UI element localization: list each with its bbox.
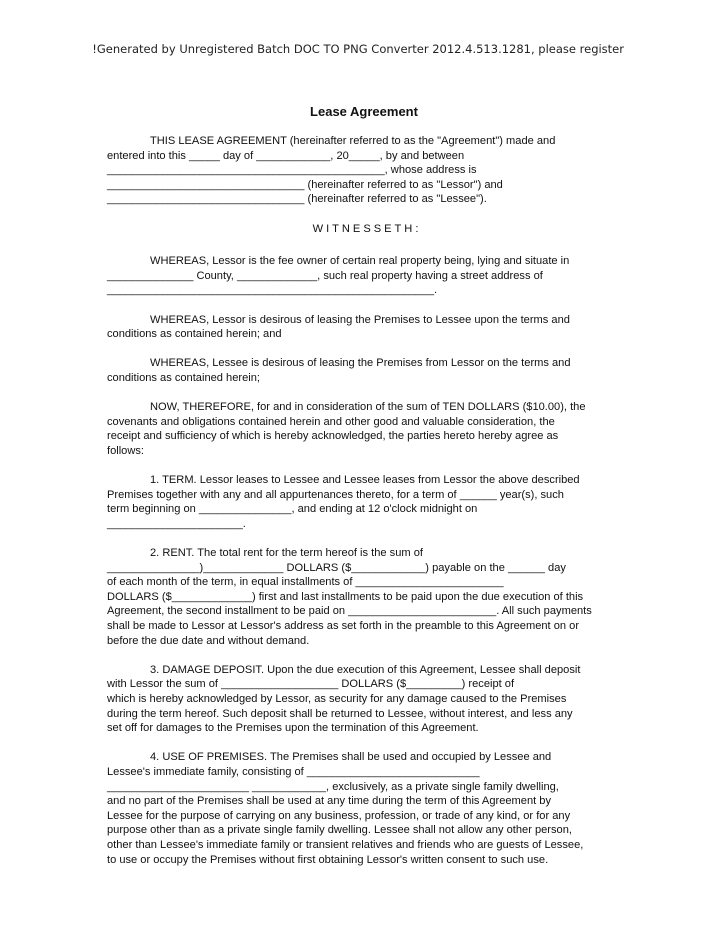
document-title: Lease Agreement — [310, 104, 418, 119]
use-of-premises-clause — [107, 750, 627, 867]
text-line: _____________________________________________, whose address is — [107, 164, 477, 177]
text-line: during the term hereof. Such deposit shall be returned to Lessee, without interest, and less any — [107, 707, 573, 720]
text-line: _____________________________________________________. — [107, 284, 438, 297]
text-line: conditions as contained herein; — [107, 371, 260, 384]
text-line: THIS LEASE AGREEMENT (hereinafter referred to as the "Agreement") made and — [150, 135, 556, 147]
text-line: 4. USE OF PREMISES. The Premises shall be used and occupied by Lessee and — [150, 751, 552, 764]
witnesseth-heading: WITNESSETH: — [312, 222, 422, 235]
text-line: and no part of the Premises shall be used at any time during the term of this Agreement by — [107, 795, 551, 808]
text-line: term beginning on _______________, and ending at 12 o'clock midnight on — [107, 503, 478, 516]
text-line: _______________)_____________ DOLLARS ($____________) payable on the ______ day — [107, 561, 566, 574]
text-line: ______________________. — [107, 517, 246, 530]
text-line: receipt and sufficiency of which is hereby acknowledged, the parties hereto hereby agree as — [107, 430, 559, 443]
text-line: set off for damages to the Premises upon the termination of this Agreement. — [107, 722, 479, 735]
text-line: Agreement, the second installment to be paid on ________________________. All such payments — [107, 605, 592, 618]
text-line: follows: — [107, 444, 144, 457]
text-line: WHEREAS, Lessor is the fee owner of certain real property being, lying and situate in — [150, 255, 570, 268]
text-line: shall be made to Lessor at Lessor's address as set forth in the preamble to this Agreement on or — [107, 620, 580, 632]
text-line: 2. RENT. The total rent for the term hereof is the sum of — [150, 547, 423, 560]
rent-clause — [107, 546, 627, 648]
text-line: purpose other than as a private single family dwelling. Lessee shall not allow any other person, — [107, 824, 572, 837]
whereas-lessor-paragraph — [107, 313, 627, 342]
converter-watermark: !Generated by Unregistered Batch DOC TO PNG Converter 2012.4.513.1281, please register — [92, 42, 624, 56]
text-line: DOLLARS ($_____________) first and last installments to be paid upon the due execution of this — [107, 590, 584, 603]
whereas-lessee-paragraph — [107, 356, 627, 385]
text-line: with Lessor the sum of ___________________ DOLLARS ($_________) receipt of — [107, 678, 515, 691]
text-line: to use or occupy the Premises without first obtaining Lessor's written consent to such use. — [107, 853, 549, 866]
term-clause — [107, 473, 627, 531]
text-line: before the due date and without demand. — [107, 634, 310, 647]
text-line: Premises together with any and all appurtenances thereto, for a term of ______ year(s), such — [107, 488, 564, 501]
text-line: Lessee for the purpose of carrying on any business, profession, or trade of any kind, or for any — [107, 809, 571, 822]
text-line: conditions as contained herein; and — [107, 328, 282, 341]
text-line: ______________ County, _____________, such real property having a street address of — [107, 269, 543, 282]
text-line: WHEREAS, Lessee is desirous of leasing the Premises from Lessor on the terms and — [150, 357, 571, 370]
text-line: _______________________ ____________, exclusively, as a private single family dwelling, — [107, 780, 559, 793]
whereas-owner-paragraph — [107, 254, 627, 298]
text-line: ________________________________ (hereinafter referred to as "Lessor") and — [107, 178, 503, 191]
text-line: other than Lessee's immediate family or transient relatives and friends who are guests of Lessee, — [107, 838, 584, 851]
document-body — [107, 134, 627, 882]
text-line: WHEREAS, Lessor is desirous of leasing the Premises to Lessee upon the terms and — [150, 313, 570, 326]
text-line: entered into this _____ day of ____________, 20_____, by and between — [107, 149, 465, 162]
text-line: 3. DAMAGE DEPOSIT. Upon the due execution of this Agreement, Lessee shall deposit — [150, 663, 581, 676]
text-line: NOW, THEREFORE, for and in consideration of the sum of TEN DOLLARS ($10.00), the — [150, 401, 586, 414]
text-line: of each month of the term, in equal installments of ________________________ — [107, 576, 504, 589]
deposit-clause — [107, 663, 627, 736]
text-line: Lessee's immediate family, consisting of ____________________________ — [107, 765, 480, 778]
intro-paragraph — [107, 134, 627, 207]
text-line: covenants and obligations contained herein and other good and valuable consideration, the — [107, 415, 555, 428]
text-line: 1. TERM. Lessor leases to Lessee and Lessee leases from Lessor the above described — [150, 474, 580, 487]
text-line: which is hereby acknowledged by Lessor, as security for any damage caused to the Premises — [107, 692, 567, 705]
text-line: ________________________________ (hereinafter referred to as "Lessee"). — [107, 193, 487, 206]
consideration-paragraph — [107, 400, 627, 458]
